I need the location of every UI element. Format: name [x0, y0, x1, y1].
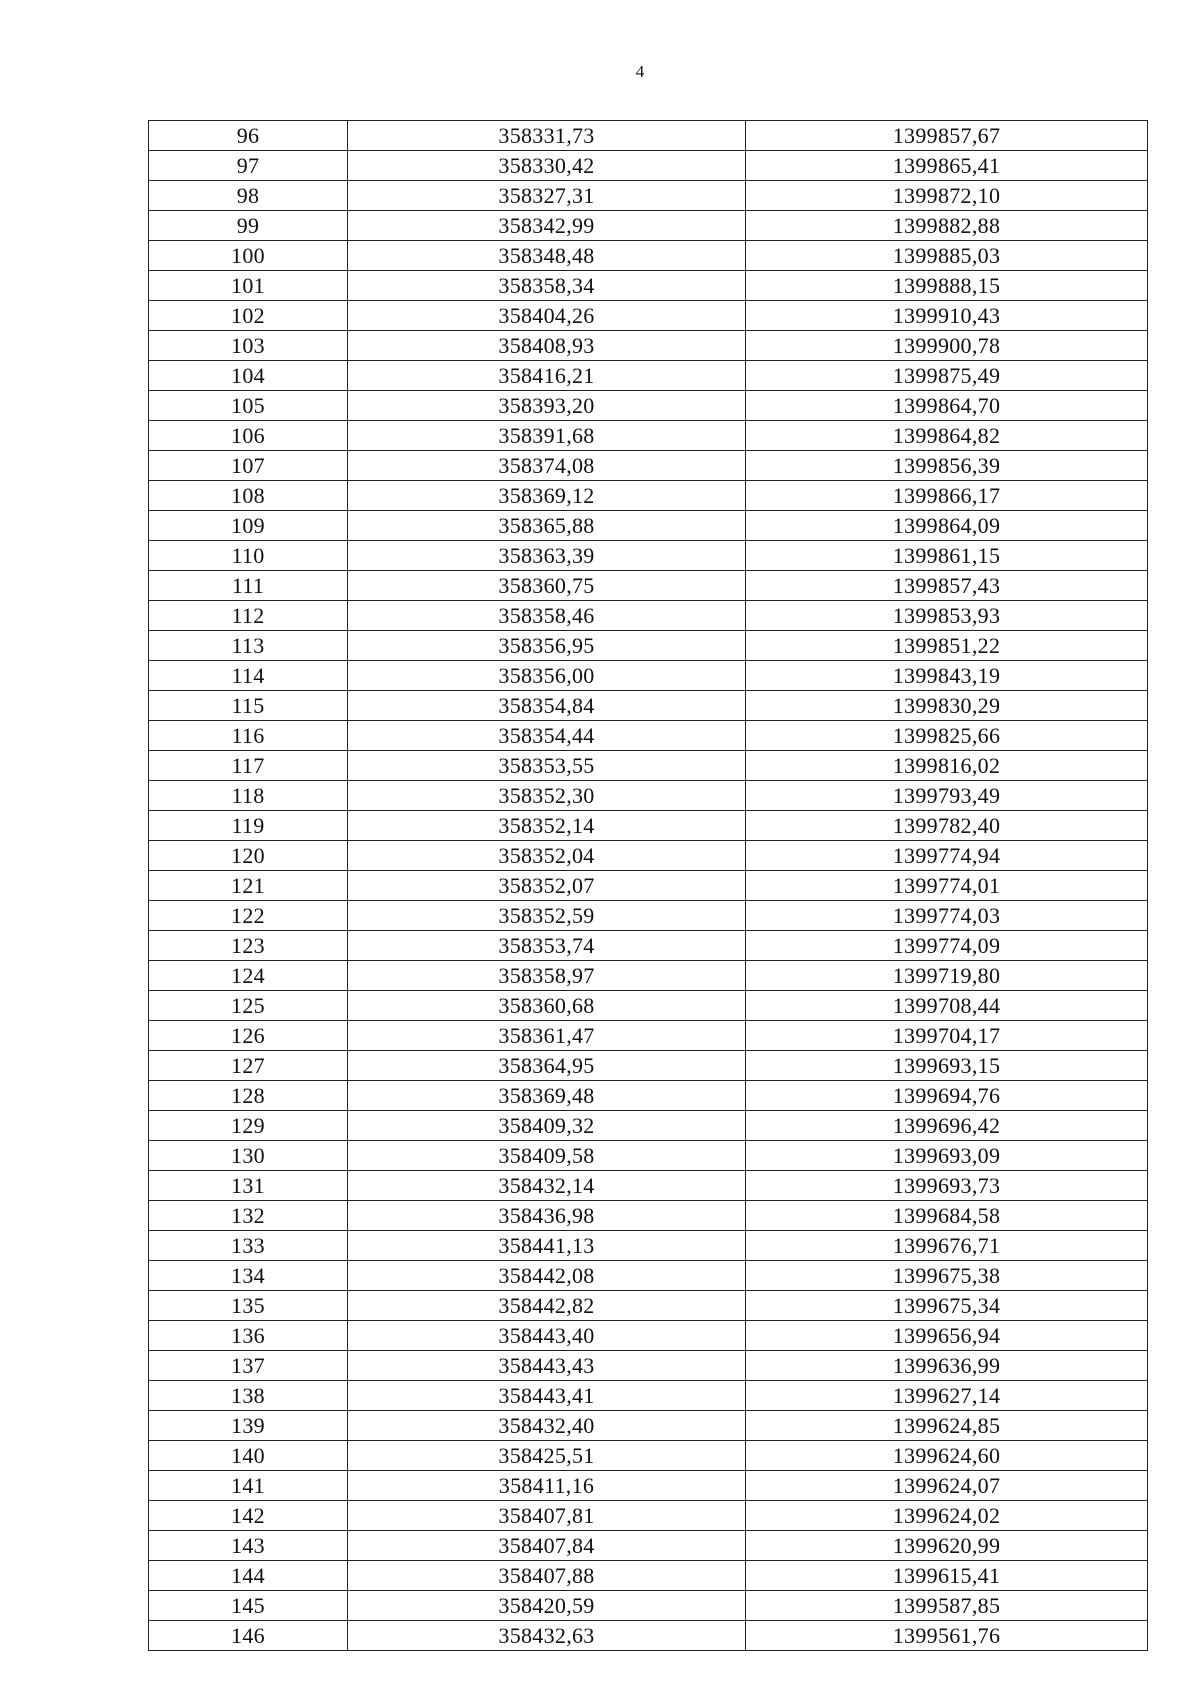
table-row: [149, 1321, 1148, 1351]
point-number-cell: 129: [149, 1111, 348, 1141]
table-row: [149, 181, 1148, 211]
x-coordinate-cell: 358360,75: [348, 571, 746, 601]
table-row: [149, 361, 1148, 391]
point-number-cell: 96: [149, 121, 348, 151]
table-row: [149, 151, 1148, 181]
point-number-cell: 104: [149, 361, 348, 391]
x-coordinate-cell: 358353,55: [348, 751, 746, 781]
table-row: [149, 271, 1148, 301]
y-coordinate-cell: 1399693,09: [746, 1141, 1148, 1171]
table-row: [149, 1471, 1148, 1501]
point-number-cell: 130: [149, 1141, 348, 1171]
x-coordinate-cell: 358441,13: [348, 1231, 746, 1261]
x-coordinate-cell: 358411,16: [348, 1471, 746, 1501]
table-row: [149, 1261, 1148, 1291]
coordinates-table-body: [149, 121, 1148, 1651]
point-number-cell: 113: [149, 631, 348, 661]
point-number-cell: 121: [149, 871, 348, 901]
y-coordinate-cell: 1399825,66: [746, 721, 1148, 751]
point-number-cell: 97: [149, 151, 348, 181]
y-coordinate-cell: 1399864,70: [746, 391, 1148, 421]
y-coordinate-cell: 1399861,15: [746, 541, 1148, 571]
table-row: [149, 991, 1148, 1021]
x-coordinate-cell: 358408,93: [348, 331, 746, 361]
table-row: [149, 1291, 1148, 1321]
table-row: [149, 1441, 1148, 1471]
x-coordinate-cell: 358443,40: [348, 1321, 746, 1351]
table-row: [149, 211, 1148, 241]
y-coordinate-cell: 1399620,99: [746, 1531, 1148, 1561]
x-coordinate-cell: 358352,59: [348, 901, 746, 931]
y-coordinate-cell: 1399587,85: [746, 1591, 1148, 1621]
point-number-cell: 106: [149, 421, 348, 451]
x-coordinate-cell: 358442,08: [348, 1261, 746, 1291]
y-coordinate-cell: 1399704,17: [746, 1021, 1148, 1051]
point-number-cell: 112: [149, 601, 348, 631]
y-coordinate-cell: 1399624,07: [746, 1471, 1148, 1501]
x-coordinate-cell: 358363,39: [348, 541, 746, 571]
point-number-cell: 103: [149, 331, 348, 361]
y-coordinate-cell: 1399708,44: [746, 991, 1148, 1021]
x-coordinate-cell: 358331,73: [348, 121, 746, 151]
point-number-cell: 122: [149, 901, 348, 931]
x-coordinate-cell: 358404,26: [348, 301, 746, 331]
x-coordinate-cell: 358407,84: [348, 1531, 746, 1561]
x-coordinate-cell: 358407,88: [348, 1561, 746, 1591]
y-coordinate-cell: 1399864,09: [746, 511, 1148, 541]
point-number-cell: 118: [149, 781, 348, 811]
table-row: [149, 1501, 1148, 1531]
table-row: [149, 1381, 1148, 1411]
point-number-cell: 123: [149, 931, 348, 961]
y-coordinate-cell: 1399627,14: [746, 1381, 1148, 1411]
x-coordinate-cell: 358327,31: [348, 181, 746, 211]
x-coordinate-cell: 358352,07: [348, 871, 746, 901]
y-coordinate-cell: 1399615,41: [746, 1561, 1148, 1591]
x-coordinate-cell: 358353,74: [348, 931, 746, 961]
x-coordinate-cell: 358391,68: [348, 421, 746, 451]
x-coordinate-cell: 358443,43: [348, 1351, 746, 1381]
table-row: [149, 781, 1148, 811]
point-number-cell: 136: [149, 1321, 348, 1351]
table-row: [149, 391, 1148, 421]
x-coordinate-cell: 358409,58: [348, 1141, 746, 1171]
x-coordinate-cell: 358407,81: [348, 1501, 746, 1531]
y-coordinate-cell: 1399843,19: [746, 661, 1148, 691]
point-number-cell: 102: [149, 301, 348, 331]
y-coordinate-cell: 1399719,80: [746, 961, 1148, 991]
table-row: [149, 241, 1148, 271]
x-coordinate-cell: 358352,30: [348, 781, 746, 811]
x-coordinate-cell: 358369,48: [348, 1081, 746, 1111]
x-coordinate-cell: 358356,00: [348, 661, 746, 691]
x-coordinate-cell: 358348,48: [348, 241, 746, 271]
table-row: [149, 1531, 1148, 1561]
point-number-cell: 144: [149, 1561, 348, 1591]
point-number-cell: 131: [149, 1171, 348, 1201]
point-number-cell: 141: [149, 1471, 348, 1501]
table-row: [149, 541, 1148, 571]
y-coordinate-cell: 1399636,99: [746, 1351, 1148, 1381]
point-number-cell: 116: [149, 721, 348, 751]
table-row: [149, 1411, 1148, 1441]
x-coordinate-cell: 358356,95: [348, 631, 746, 661]
table-row: [149, 301, 1148, 331]
point-number-cell: 132: [149, 1201, 348, 1231]
y-coordinate-cell: 1399561,76: [746, 1621, 1148, 1651]
point-number-cell: 114: [149, 661, 348, 691]
y-coordinate-cell: 1399857,43: [746, 571, 1148, 601]
table-row: [149, 661, 1148, 691]
x-coordinate-cell: 358358,34: [348, 271, 746, 301]
point-number-cell: 146: [149, 1621, 348, 1651]
y-coordinate-cell: 1399684,58: [746, 1201, 1148, 1231]
y-coordinate-cell: 1399675,38: [746, 1261, 1148, 1291]
point-number-cell: 108: [149, 481, 348, 511]
table-row: [149, 601, 1148, 631]
table-row: [149, 511, 1148, 541]
y-coordinate-cell: 1399857,67: [746, 121, 1148, 151]
y-coordinate-cell: 1399693,73: [746, 1171, 1148, 1201]
point-number-cell: 101: [149, 271, 348, 301]
point-number-cell: 138: [149, 1381, 348, 1411]
point-number-cell: 109: [149, 511, 348, 541]
x-coordinate-cell: 358436,98: [348, 1201, 746, 1231]
point-number-cell: 137: [149, 1351, 348, 1381]
table-row: [149, 1051, 1148, 1081]
x-coordinate-cell: 358342,99: [348, 211, 746, 241]
point-number-cell: 115: [149, 691, 348, 721]
y-coordinate-cell: 1399864,82: [746, 421, 1148, 451]
table-row: [149, 1621, 1148, 1651]
y-coordinate-cell: 1399875,49: [746, 361, 1148, 391]
x-coordinate-cell: 358358,97: [348, 961, 746, 991]
table-row: [149, 931, 1148, 961]
point-number-cell: 127: [149, 1051, 348, 1081]
point-number-cell: 99: [149, 211, 348, 241]
x-coordinate-cell: 358352,04: [348, 841, 746, 871]
table-row: [149, 1021, 1148, 1051]
y-coordinate-cell: 1399865,41: [746, 151, 1148, 181]
x-coordinate-cell: 358354,44: [348, 721, 746, 751]
x-coordinate-cell: 358432,40: [348, 1411, 746, 1441]
point-number-cell: 128: [149, 1081, 348, 1111]
y-coordinate-cell: 1399851,22: [746, 631, 1148, 661]
y-coordinate-cell: 1399866,17: [746, 481, 1148, 511]
x-coordinate-cell: 358364,95: [348, 1051, 746, 1081]
x-coordinate-cell: 358360,68: [348, 991, 746, 1021]
point-number-cell: 145: [149, 1591, 348, 1621]
point-number-cell: 120: [149, 841, 348, 871]
y-coordinate-cell: 1399882,88: [746, 211, 1148, 241]
point-number-cell: 124: [149, 961, 348, 991]
x-coordinate-cell: 358365,88: [348, 511, 746, 541]
x-coordinate-cell: 358409,32: [348, 1111, 746, 1141]
table-row: [149, 841, 1148, 871]
table-row: [149, 571, 1148, 601]
y-coordinate-cell: 1399888,15: [746, 271, 1148, 301]
y-coordinate-cell: 1399624,60: [746, 1441, 1148, 1471]
y-coordinate-cell: 1399900,78: [746, 331, 1148, 361]
table-row: [149, 961, 1148, 991]
y-coordinate-cell: 1399856,39: [746, 451, 1148, 481]
x-coordinate-cell: 358442,82: [348, 1291, 746, 1321]
y-coordinate-cell: 1399624,02: [746, 1501, 1148, 1531]
y-coordinate-cell: 1399782,40: [746, 811, 1148, 841]
y-coordinate-cell: 1399885,03: [746, 241, 1148, 271]
table-row: [149, 121, 1148, 151]
table-row: [149, 901, 1148, 931]
x-coordinate-cell: 358374,08: [348, 451, 746, 481]
point-number-cell: 139: [149, 1411, 348, 1441]
x-coordinate-cell: 358420,59: [348, 1591, 746, 1621]
x-coordinate-cell: 358432,14: [348, 1171, 746, 1201]
point-number-cell: 125: [149, 991, 348, 1021]
y-coordinate-cell: 1399853,93: [746, 601, 1148, 631]
y-coordinate-cell: 1399774,94: [746, 841, 1148, 871]
point-number-cell: 135: [149, 1291, 348, 1321]
y-coordinate-cell: 1399793,49: [746, 781, 1148, 811]
x-coordinate-cell: 358425,51: [348, 1441, 746, 1471]
coordinates-table: [148, 120, 1148, 1651]
table-row: [149, 1561, 1148, 1591]
y-coordinate-cell: 1399693,15: [746, 1051, 1148, 1081]
y-coordinate-cell: 1399694,76: [746, 1081, 1148, 1111]
point-number-cell: 126: [149, 1021, 348, 1051]
table-row: [149, 691, 1148, 721]
table-row: [149, 1171, 1148, 1201]
table-row: [149, 751, 1148, 781]
table-row: [149, 1231, 1148, 1261]
y-coordinate-cell: 1399774,01: [746, 871, 1148, 901]
y-coordinate-cell: 1399872,10: [746, 181, 1148, 211]
table-row: [149, 1351, 1148, 1381]
page-number: 4: [635, 62, 645, 81]
point-number-cell: 142: [149, 1501, 348, 1531]
x-coordinate-cell: 358352,14: [348, 811, 746, 841]
table-row: [149, 631, 1148, 661]
y-coordinate-cell: 1399774,09: [746, 931, 1148, 961]
point-number-cell: 107: [149, 451, 348, 481]
y-coordinate-cell: 1399696,42: [746, 1111, 1148, 1141]
y-coordinate-cell: 1399774,03: [746, 901, 1148, 931]
table-row: [149, 1591, 1148, 1621]
point-number-cell: 98: [149, 181, 348, 211]
table-row: [149, 421, 1148, 451]
y-coordinate-cell: 1399624,85: [746, 1411, 1148, 1441]
table-row: [149, 1141, 1148, 1171]
x-coordinate-cell: 358416,21: [348, 361, 746, 391]
table-row: [149, 331, 1148, 361]
point-number-cell: 110: [149, 541, 348, 571]
x-coordinate-cell: 358393,20: [348, 391, 746, 421]
point-number-cell: 111: [149, 571, 348, 601]
table-row: [149, 871, 1148, 901]
x-coordinate-cell: 358330,42: [348, 151, 746, 181]
y-coordinate-cell: 1399676,71: [746, 1231, 1148, 1261]
x-coordinate-cell: 358443,41: [348, 1381, 746, 1411]
y-coordinate-cell: 1399830,29: [746, 691, 1148, 721]
table-row: [149, 481, 1148, 511]
x-coordinate-cell: 358361,47: [348, 1021, 746, 1051]
point-number-cell: 100: [149, 241, 348, 271]
x-coordinate-cell: 358358,46: [348, 601, 746, 631]
table-row: [149, 721, 1148, 751]
x-coordinate-cell: 358354,84: [348, 691, 746, 721]
y-coordinate-cell: 1399910,43: [746, 301, 1148, 331]
table-row: [149, 451, 1148, 481]
table-row: [149, 1081, 1148, 1111]
point-number-cell: 140: [149, 1441, 348, 1471]
y-coordinate-cell: 1399656,94: [746, 1321, 1148, 1351]
table-row: [149, 1111, 1148, 1141]
point-number-cell: 119: [149, 811, 348, 841]
point-number-cell: 143: [149, 1531, 348, 1561]
point-number-cell: 133: [149, 1231, 348, 1261]
y-coordinate-cell: 1399816,02: [746, 751, 1148, 781]
x-coordinate-cell: 358369,12: [348, 481, 746, 511]
point-number-cell: 117: [149, 751, 348, 781]
y-coordinate-cell: 1399675,34: [746, 1291, 1148, 1321]
point-number-cell: 134: [149, 1261, 348, 1291]
table-row: [149, 811, 1148, 841]
table-row: [149, 1201, 1148, 1231]
x-coordinate-cell: 358432,63: [348, 1621, 746, 1651]
point-number-cell: 105: [149, 391, 348, 421]
